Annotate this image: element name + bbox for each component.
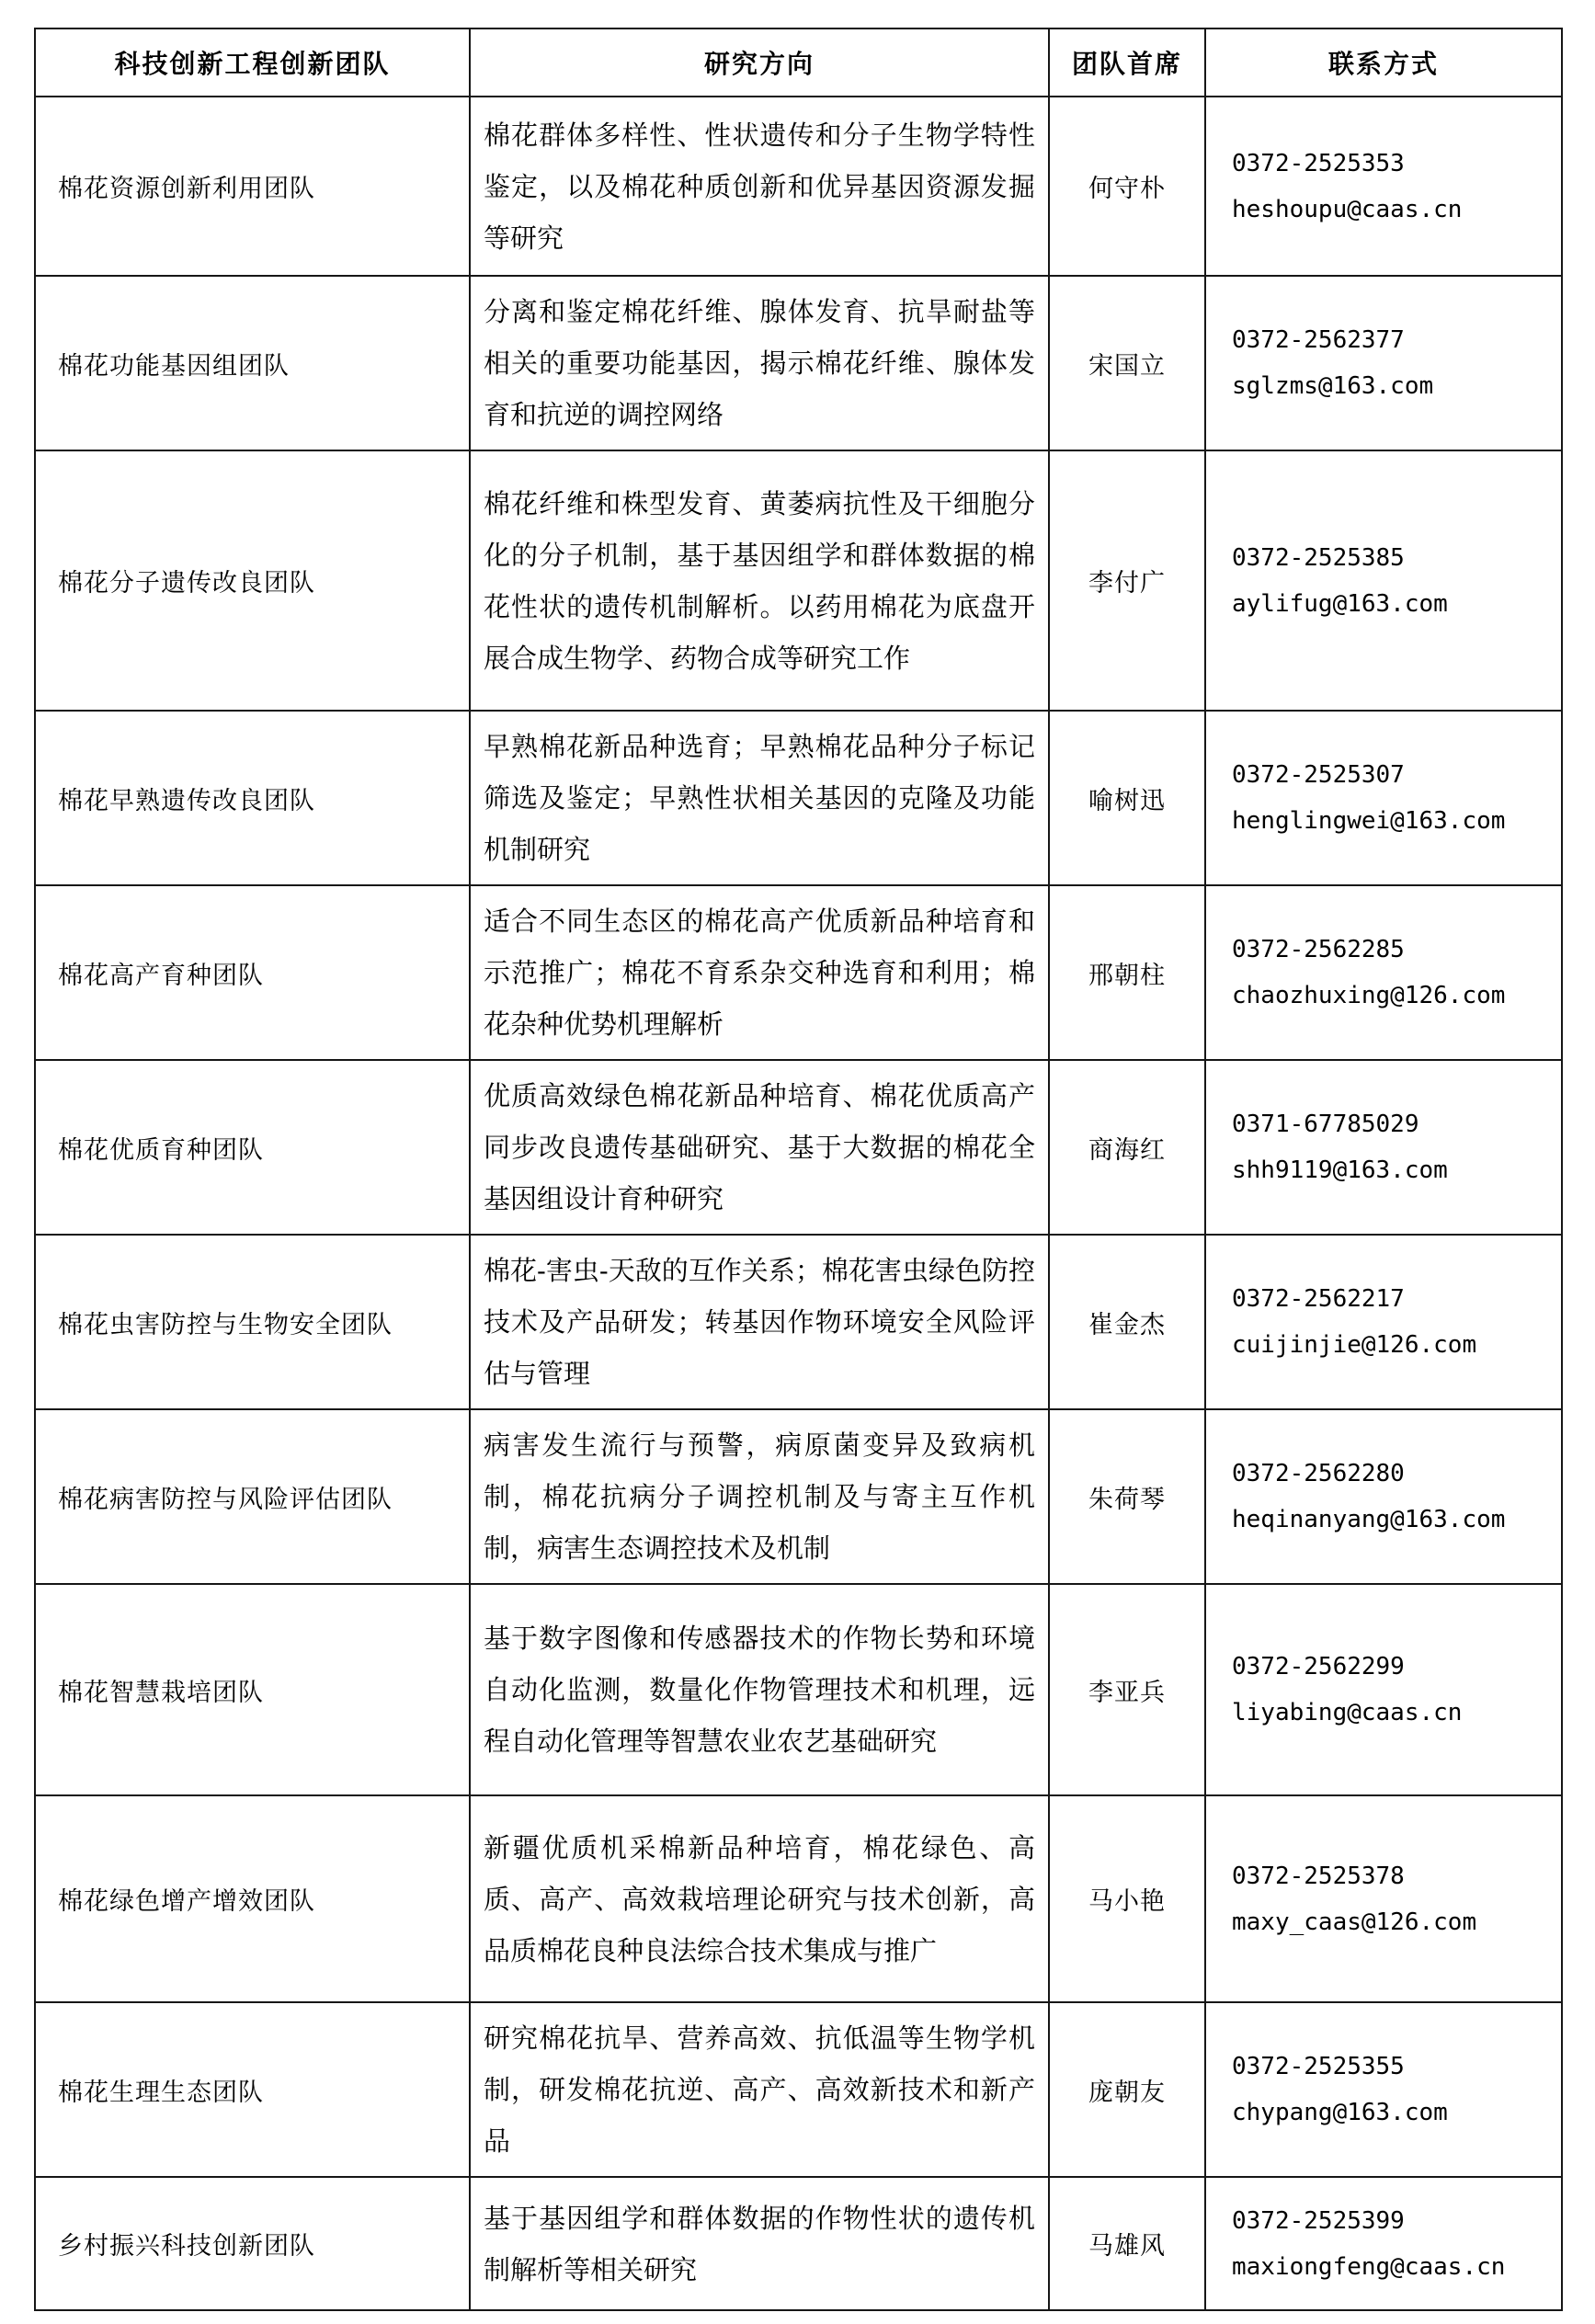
table-row xyxy=(35,1235,1562,1409)
team-name: 棉花功能基因组团队 xyxy=(35,276,470,450)
table-row xyxy=(35,1584,1562,1795)
table-row xyxy=(35,2177,1562,2310)
team-chief: 邢朝柱 xyxy=(1049,885,1205,1060)
research-direction: 分离和鉴定棉花纤维、腺体发育、抗旱耐盐等相关的重要功能基因，揭示棉花纤维、腺体发育和抗逆的调控网络 xyxy=(470,276,1049,450)
table-row xyxy=(35,276,1562,450)
research-direction: 新疆优质机采棉新品种培育，棉花绿色、高质、高产、高效栽培理论研究与技术创新，高品质棉花良种良法综合技术集成与推广 xyxy=(470,1795,1049,2002)
research-direction: 优质高效绿色棉花新品种培育、棉花优质高产同步改良遗传基础研究、基于大数据的棉花全基因组设计育种研究 xyxy=(470,1060,1049,1235)
phone-text: 0372-2562285 xyxy=(1232,936,1405,963)
contact-cell xyxy=(1205,1409,1562,1584)
team-chief: 商海红 xyxy=(1049,1060,1205,1235)
teams-table xyxy=(34,28,1563,2311)
contact-cell xyxy=(1205,2002,1562,2177)
team-name: 棉花资源创新利用团队 xyxy=(35,97,470,276)
phone-text: 0372-2525355 xyxy=(1232,2053,1405,2080)
team-chief: 崔金杰 xyxy=(1049,1235,1205,1409)
team-chief: 宋国立 xyxy=(1049,276,1205,450)
table-row xyxy=(35,885,1562,1060)
phone-text: 0372-2562377 xyxy=(1232,326,1405,354)
email-text: henglingwei@163.com xyxy=(1232,807,1506,835)
team-name: 棉花早熟遗传改良团队 xyxy=(35,711,470,885)
table-row xyxy=(35,1795,1562,2002)
team-chief: 李亚兵 xyxy=(1049,1584,1205,1795)
team-chief: 庞朝友 xyxy=(1049,2002,1205,2177)
email-text: maxy_caas@126.com xyxy=(1232,1908,1477,1936)
email-text: cuijinjie@126.com xyxy=(1232,1331,1477,1359)
team-name: 棉花生理生态团队 xyxy=(35,2002,470,2177)
phone-text: 0372-2525307 xyxy=(1232,761,1405,789)
team-name: 棉花高产育种团队 xyxy=(35,885,470,1060)
phone-text: 0372-2525353 xyxy=(1232,149,1405,177)
table-row xyxy=(35,97,1562,276)
contact-cell xyxy=(1205,97,1562,276)
email-text: chypang@163.com xyxy=(1232,2099,1448,2126)
email-text: maxiongfeng@caas.cn xyxy=(1232,2252,1506,2281)
phone-text: 0372-2525378 xyxy=(1232,1862,1405,1890)
email-text: heqinanyang@163.com xyxy=(1232,1506,1506,1533)
contact-cell xyxy=(1205,885,1562,1060)
team-chief: 马雄风 xyxy=(1049,2177,1205,2310)
contact-cell xyxy=(1205,2177,1562,2310)
research-direction: 适合不同生态区的棉花高产优质新品种培育和示范推广；棉花不育系杂交种选育和利用；棉花杂种优势机理解析 xyxy=(470,885,1049,1060)
phone-text: 0371-67785029 xyxy=(1232,1111,1419,1138)
phone-text: 0372-2562280 xyxy=(1232,1460,1405,1487)
header-chief: 团队首席 xyxy=(1049,28,1205,97)
research-direction: 棉花群体多样性、性状遗传和分子生物学特性鉴定，以及棉花种质创新和优异基因资源发掘等研究 xyxy=(470,97,1049,276)
team-name: 棉花虫害防控与生物安全团队 xyxy=(35,1235,470,1409)
research-direction: 研究棉花抗旱、营养高效、抗低温等生物学机制，研发棉花抗逆、高产、高效新技术和新产品 xyxy=(470,2002,1049,2177)
email-text: aylifug@163.com xyxy=(1232,589,1448,618)
contact-cell xyxy=(1205,1795,1562,2002)
phone-text: 0372-2525399 xyxy=(1232,2206,1405,2235)
research-direction: 基于基因组学和群体数据的作物性状的遗传机制解析等相关研究 xyxy=(470,2177,1049,2310)
table-row xyxy=(35,450,1562,711)
research-direction: 病害发生流行与预警，病原菌变异及致病机制，棉花抗病分子调控机制及与寄主互作机制，病害生态调控技术及机制 xyxy=(470,1409,1049,1584)
header-row xyxy=(35,28,1562,97)
table-row xyxy=(35,1060,1562,1235)
phone-text: 0372-2562299 xyxy=(1232,1653,1405,1680)
email-text: shh9119@163.com xyxy=(1232,1156,1448,1184)
contact-cell xyxy=(1205,1584,1562,1795)
contact-cell xyxy=(1205,711,1562,885)
phone-text: 0372-2562217 xyxy=(1232,1285,1405,1313)
header-research: 研究方向 xyxy=(470,28,1049,97)
email-text: sglzms@163.com xyxy=(1232,372,1434,400)
contact-cell xyxy=(1205,450,1562,711)
research-direction: 棉花纤维和株型发育、黄萎病抗性及干细胞分化的分子机制，基于基因组学和群体数据的棉花性状的遗传机制解析。以药用棉花为底盘开展合成生物学、药物合成等研究工作 xyxy=(470,450,1049,711)
team-name: 棉花绿色增产增效团队 xyxy=(35,1795,470,2002)
team-chief: 喻树迅 xyxy=(1049,711,1205,885)
header-team: 科技创新工程创新团队 xyxy=(35,28,470,97)
email-text: heshoupu@caas.cn xyxy=(1232,195,1463,223)
team-name: 棉花分子遗传改良团队 xyxy=(35,450,470,711)
team-name: 棉花智慧栽培团队 xyxy=(35,1584,470,1795)
table-row xyxy=(35,711,1562,885)
team-chief: 朱荷琴 xyxy=(1049,1409,1205,1584)
header-contact: 联系方式 xyxy=(1205,28,1562,97)
contact-cell xyxy=(1205,1235,1562,1409)
team-name: 乡村振兴科技创新团队 xyxy=(35,2177,470,2310)
phone-text: 0372-2525385 xyxy=(1232,543,1405,572)
team-name: 棉花优质育种团队 xyxy=(35,1060,470,1235)
contact-cell xyxy=(1205,1060,1562,1235)
table-row xyxy=(35,2002,1562,2177)
email-text: liyabing@caas.cn xyxy=(1232,1699,1463,1726)
table-row xyxy=(35,1409,1562,1584)
team-chief: 何守朴 xyxy=(1049,97,1205,276)
team-chief: 马小艳 xyxy=(1049,1795,1205,2002)
team-name: 棉花病害防控与风险评估团队 xyxy=(35,1409,470,1584)
research-direction: 早熟棉花新品种选育；早熟棉花品种分子标记筛选及鉴定；早熟性状相关基因的克隆及功能机制研究 xyxy=(470,711,1049,885)
contact-cell xyxy=(1205,276,1562,450)
email-text: chaozhuxing@126.com xyxy=(1232,982,1506,1009)
research-direction: 基于数字图像和传感器技术的作物长势和环境自动化监测，数量化作物管理技术和机理，远程自动化管理等智慧农业农艺基础研究 xyxy=(470,1584,1049,1795)
team-chief: 李付广 xyxy=(1049,450,1205,711)
research-direction: 棉花-害虫-天敌的互作关系；棉花害虫绿色防控技术及产品研发；转基因作物环境安全风险评估与管理 xyxy=(470,1235,1049,1409)
